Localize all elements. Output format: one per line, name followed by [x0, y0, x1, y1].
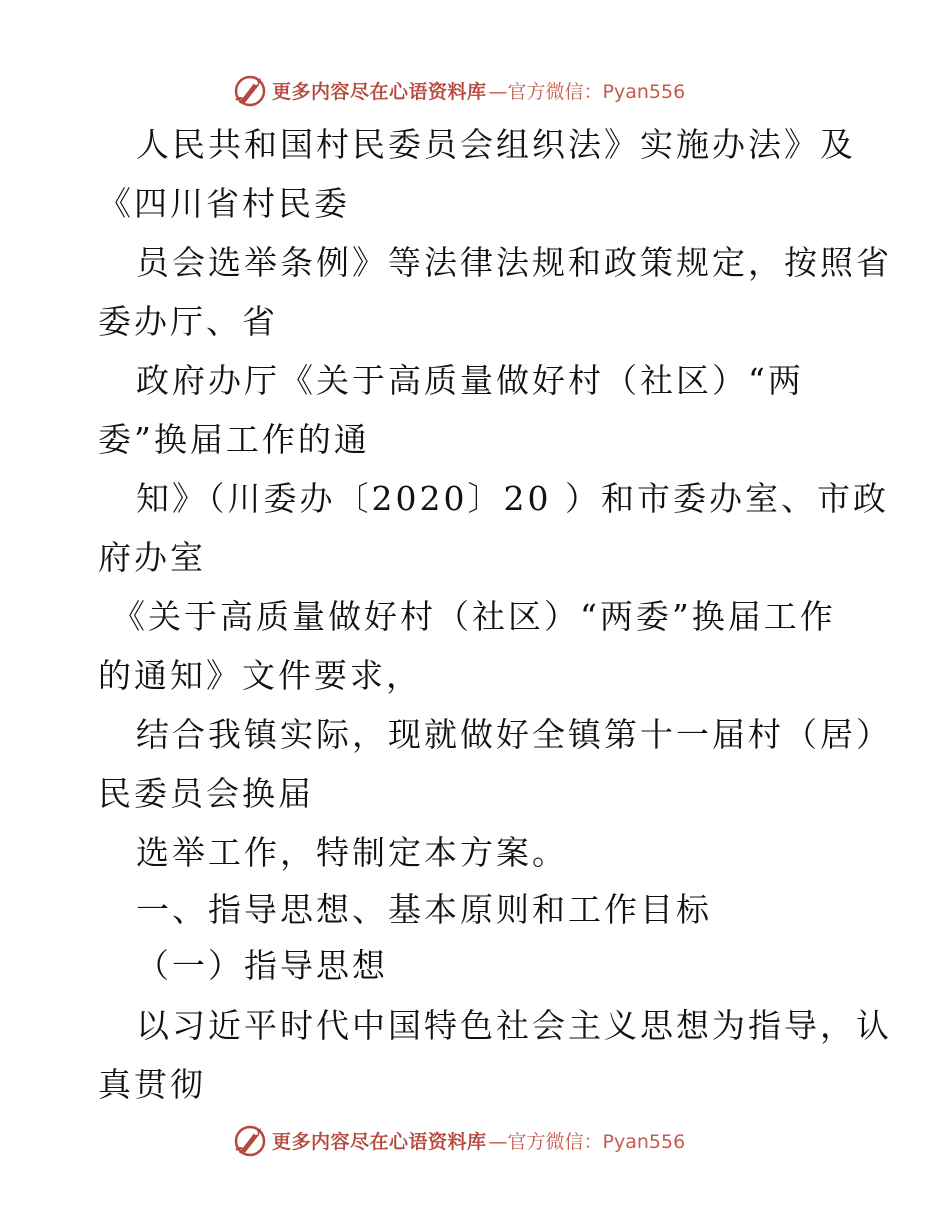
text-line: 真贯彻 [98, 1065, 206, 1104]
section-heading: 一、指导思想、基本原则和工作目标 [136, 890, 712, 929]
text-line: 《关于高质量做好村（社区）“两委”换届工作 [112, 597, 836, 636]
text-line: 员会选举条例》等法律法规和政策规定，按照省 [136, 243, 892, 282]
watermark-banner-bottom [230, 1118, 750, 1162]
text-line: 人民共和国村民委员会组织法》实施办法》及 [136, 125, 856, 164]
text-line: 委办厅、省 [98, 302, 278, 341]
text-line: 结合我镇实际，现就做好全镇第十一届村（居） [136, 715, 892, 754]
watermark-contact-text: —官方微信：Pyan556 [488, 80, 686, 103]
text-line: 民委员会换届 [98, 774, 314, 813]
pen-nib-logo-icon [230, 1120, 270, 1160]
subsection-heading: （一）指导思想 [136, 946, 388, 985]
watermark-brand-text: 更多内容尽在心语资料库 [272, 80, 487, 103]
watermark-contact-text: —官方微信：Pyan556 [488, 1130, 686, 1153]
text-line: 府办室 [98, 538, 206, 577]
text-line: 委”换届工作的通 [98, 420, 370, 459]
text-line: 政府办厅《关于高质量做好村（社区）“两 [136, 361, 804, 400]
watermark-brand-text: 更多内容尽在心语资料库 [272, 1130, 487, 1153]
text-line: 知》（川委办〔2020〕20 ）和市委办室、市政 [136, 479, 889, 518]
text-line: 选举工作，特制定本方案。 [136, 833, 568, 872]
text-line: 的通知》文件要求， [98, 656, 422, 695]
text-line: 以习近平时代中国特色社会主义思想为指导，认 [136, 1006, 892, 1045]
text-line: 《四川省村民委 [98, 184, 350, 223]
